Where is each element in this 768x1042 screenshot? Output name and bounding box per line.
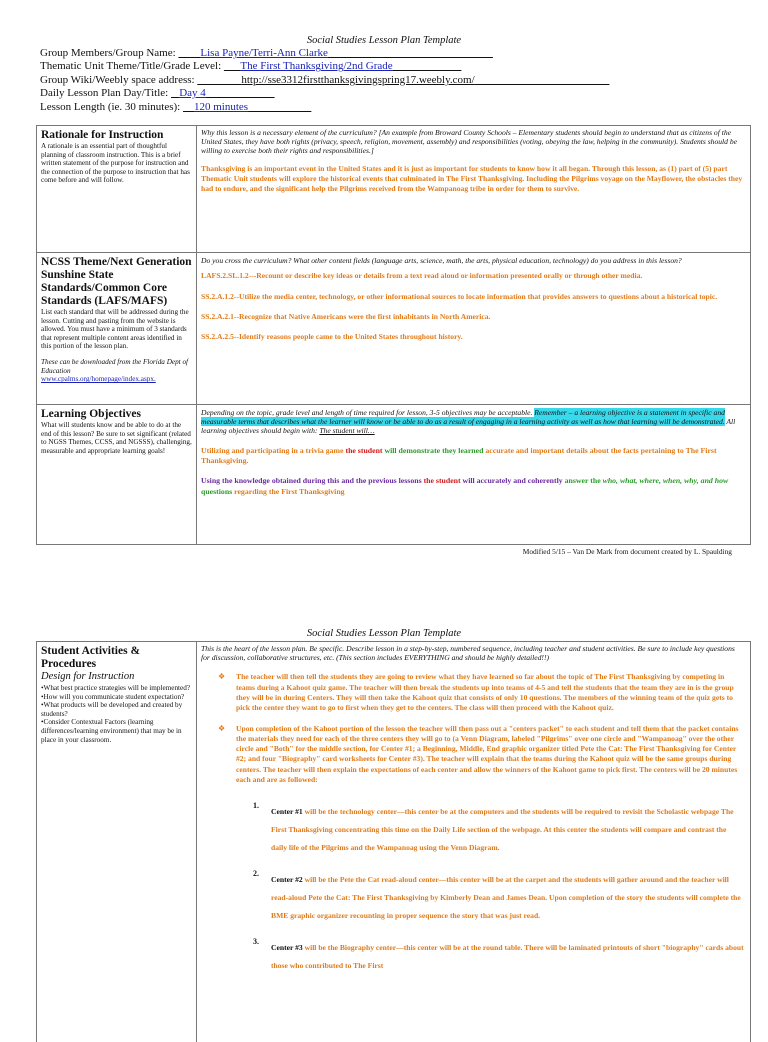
objective-2: Using the knowledge obtained during this and the previous lessons the student will accurately and coherently answer the who, what, where, when, why, and how questions regarding the First Thanksgiving <box>201 476 729 496</box>
wiki-link[interactable]: http://sse3312firstthanksgivingspring17.weebly.com/ <box>241 73 475 86</box>
activities-left <box>37 642 197 1042</box>
length-value: 120 minutes <box>193 100 249 113</box>
day-value: Day 4 <box>179 87 206 100</box>
center-item: 1. Center #1 will be the technology center—this center be at the computers and the students will be required to revisit the Scholastic webpage The First Thanksgiving concentrating this time on the Daily Life section of the webpage. At this center the students will compare and contrast the daily life of the Pilgrims and the Wampanoag using the Venn Diagram. <box>253 801 734 853</box>
procedure-step: ❖ Upon completion of the Kahoot portion of the lesson the teacher will then pass out a "centers packet" to each student and tell them that the packet contains the materials they need for each of the three centers they will go to (a Venn Diagram, labeled "Pilgrims" over one circle and "Wampanoag" over the other circle and "Both" for the middle section, for Center #1; a Beginning, Middle, End graphic organizer titled Pete the Cat: The First Thanksgiving for Center #2; and four "Biography" card worksheets for Center #3). The teacher will explain that the teams during the Kahoot quiz will be the same groups during centers. The teacher will then explain the expectations of each center and allow the winners of the Kahoot game to pick first. The centers will be 20 minutes each and are as followed: <box>218 723 739 785</box>
objectives-row <box>37 405 750 544</box>
lesson-table-page2 <box>36 641 751 1042</box>
group-members-value: Lisa Payne/Terri-Ann Clarke <box>200 47 328 59</box>
standard-item: SS.2.A.2.1--Recognize that Native Americans were the first inhabitants in North America. <box>201 311 491 321</box>
lesson-header <box>40 47 609 114</box>
rationale-prompt: Why this lesson is a necessary element of the curriculum? [An example from Broward County Schools – Elementary students should begin to understand that as citizens of the United States, they have both rights (privacy, speech, religion, movement, assembly) and responsibilities (voting, obeying the law, helping in the community). Students should be willing to exercise both their rights and responsibilities.] <box>201 128 738 156</box>
standards-prompt: Do you cross the curriculum? What other content fields (language arts, science, math, the arts, physical education, technology) do you address in this lesson? <box>201 256 682 265</box>
lesson-table-page1 <box>36 125 751 545</box>
centers-list <box>201 801 744 973</box>
standards-row <box>37 253 750 405</box>
standard-item: LAFS.2.SL.1.2---Recount or describe key ideas or details from a text read aloud or information presented orally or through other media. <box>201 271 643 281</box>
list-item: •How will you communicate student expectation? <box>41 692 185 701</box>
objectives-left <box>37 405 197 544</box>
rationale-right <box>201 128 746 195</box>
day-row: Daily Lesson Plan Day/Title: Day 4 <box>40 87 206 100</box>
standards-note: These can be downloaded from the Florida Dept of Education <box>41 357 189 375</box>
rationale-description: A rationale is an essential part of thoughtful planning of classroom instruction. This is a brief written statement of the purpose for instruction and the connection of the purpose to instruction that has come before and will follow. <box>41 142 190 185</box>
group-members-row: Group Members/Group Name: Lisa Payne/Terri-Ann Clarke <box>40 47 328 59</box>
page-title: Social Studies Lesson Plan Template <box>306 35 462 46</box>
activities-subheading: Design for Instruction <box>41 671 135 682</box>
page-2 <box>0 628 768 1024</box>
wiki-row: Group Wiki/Weebly space address: http://sse3312firstthanksgivingspring17.weebly.com/ <box>40 73 475 86</box>
objectives-prompt: Depending on the topic, grade level and length of time required for lesson, 3-5 objectives may be acceptable. Remember – a learning objective is a statement in specific and measurable terms that describes what the learner will know or be able to do as a result of engaging in a learning activity as well as how that learning will be demonstrated. All learning objectives should begin with: The student will… <box>201 408 736 436</box>
list-item: •Consider Contextual Factors (learning differences/learning environment) that may be in place in your classroom. <box>41 718 182 744</box>
list-item: •What best practice strategies will be implemented? <box>41 684 191 692</box>
bullet-list <box>41 684 193 744</box>
objectives-highlight: Remember – a learning objective is a statement in specific and measurable terms that describes what the learner will know or be able to do as a result of engaging in a learning activity as well as how that learning will be demonstrated. <box>201 408 725 427</box>
theme-row: Thematic Unit Theme/Title/Grade Level: The First Thanksgiving/2nd Grade <box>40 60 393 73</box>
objectives-right <box>201 408 746 497</box>
cpalms-link[interactable]: www.cpalms.org/homepage/index.aspx. <box>41 375 156 384</box>
diamond-bullet-icon: ❖ <box>218 672 226 682</box>
rationale-row <box>37 126 750 253</box>
activities-heading: Student Activities & Procedures <box>41 645 141 670</box>
rationale-left <box>37 126 197 252</box>
page-title: Social Studies Lesson Plan Template <box>306 628 462 639</box>
rationale-answer: Thanksgiving is an important event in the United States and it is just as important for students to know how it all began. Through this lesson, as (1) part of (5) part Thematic Unit students will explore the historical events that culminated in The First Thanksgiving. Including the Pilgrims voyage on the Mayflower, the obstacles they had to endure, and the significant help the Pilgrims received from the Wampanoag tribe in order for them to survive. <box>201 163 743 194</box>
objectives-description: What will students know and be able to do at the end of this lesson? Be sure to set significant (related to NGSS Themes, CCSS, and NGSSS), challenging, measurable and appropriate learning goals! <box>41 421 192 455</box>
standard-item: SS.2.A.1.2--Utilize the media center, technology, or other informational sources to locate information that provides answers to questions about a historical topic. <box>201 291 718 301</box>
standards-right <box>201 256 746 342</box>
procedure-step: ❖ The teacher will then tell the students they are going to review what they have learned so far about the topic of The First Thanksgiving by competing in teams during a Kahoot quiz game. The teacher will then break the students up into teams of 4-5 and tell the students that the team they are in is the group they will be in during Centers. They will then take the Kahoot quiz that consists of only 10 questions. The members of the winning team of the quiz gets to pick the center they want to go to first when they get to the centers. The class will then proceed with the Kahoot quiz. <box>218 672 734 713</box>
center-item: 3. Center #3 will be the Biography center—this center will be at the round table. There will be laminated printouts of short "biography" cards about those who contributed to The First <box>253 937 744 971</box>
length-row: Lesson Length (ie. 30 minutes): 120 minutes <box>40 100 249 113</box>
objective-1: Utilizing and participating in a trivia game the student will demonstrate they learned accurate and important details about the facts pertaining to The First Thanksgiving. <box>201 445 717 465</box>
standards-heading: NCSS Theme/Next Generation Sunshine State Standards/Common Core Standards (LAFS/MAFS) <box>41 256 192 307</box>
objectives-heading: Learning Objectives <box>41 408 141 420</box>
diamond-bullet-icon: ❖ <box>218 723 226 733</box>
activities-prompt: This is the heart of the lesson plan. Be specific. Describe lesson in a step-by-step, numbered sequence, including teacher and student activities. Be sure to include key questions for discussion, collaborative structures, etc. (This section includes EVERYTHING and should be highly detailed!!) <box>201 644 735 663</box>
rationale-heading: Rationale for Instruction <box>41 129 164 141</box>
standards-left <box>37 253 197 404</box>
standards-description: List each standard that will be addressed during the lesson. Cutting and pasting from the website is allowed. You must have a minimum of 3 standards that represent multiple content areas identified in this portion of the lesson plan. <box>41 308 189 351</box>
page-footer: Modified 5/15 – Van De Mark from document created by L. Spaulding <box>522 547 732 556</box>
theme-value: The First Thanksgiving/2nd Grade <box>240 60 393 73</box>
activities-right <box>201 644 744 973</box>
center-item: 2. Center #2 will be the Pete the Cat read-aloud center—this center will be at the carpet and the students will gather around and the teacher will read-aloud Pete the Cat: The First Thanksgiving by Kimberly Dean and James Dean. Upon completion of the story the students will complete the BME graphic organizer recounting in proper sequence the story that was just read. <box>253 869 741 921</box>
standard-item: SS.2.A.2.5--Identify reasons people came to the United States throughout history. <box>201 332 463 342</box>
list-item: •What products will be developed and created by students? <box>41 701 183 718</box>
